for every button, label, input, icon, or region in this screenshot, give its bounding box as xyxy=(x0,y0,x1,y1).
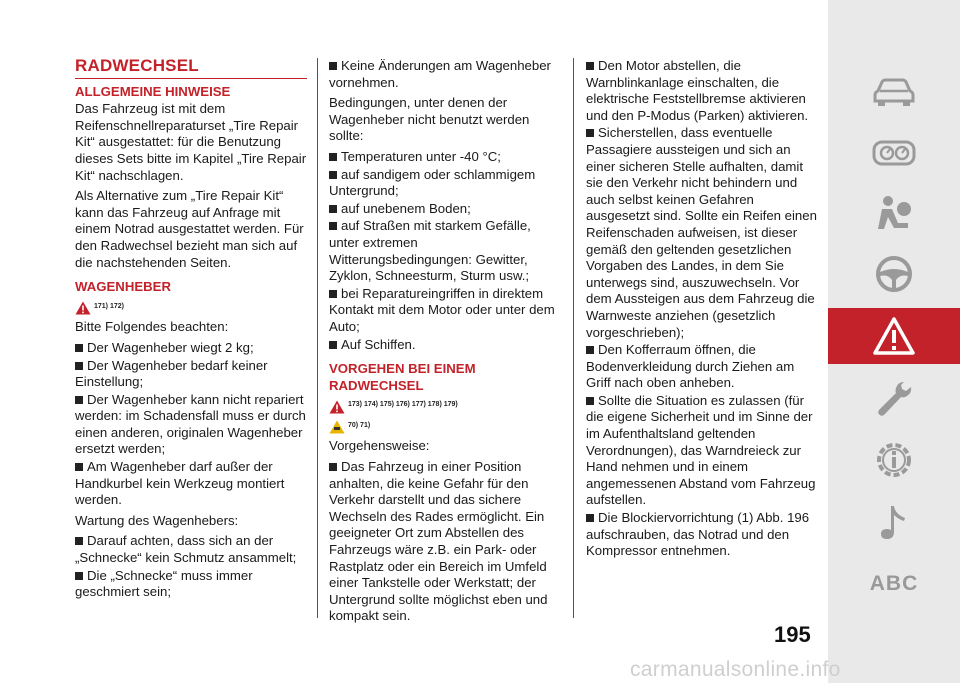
warning-triangle-icon xyxy=(872,316,916,356)
bullet-icon xyxy=(329,153,337,161)
column-divider xyxy=(317,58,318,618)
bullet-icon xyxy=(329,62,337,70)
sidebar-item-driving[interactable] xyxy=(828,246,960,302)
list-item: Temperaturen unter -40 °C; xyxy=(329,149,561,166)
section-heading-wheel-change: VORGEHEN BEI EINEM RADWECHSEL xyxy=(329,361,476,393)
bullet-icon xyxy=(75,572,83,580)
wrench-icon xyxy=(874,378,914,418)
bullet-icon xyxy=(329,205,337,213)
bullet-icon xyxy=(329,222,337,230)
bullet-icon xyxy=(329,341,337,349)
sidebar-item-emergency[interactable] xyxy=(828,308,960,364)
chapter-sidebar xyxy=(828,0,960,683)
note-triangle-icon xyxy=(329,420,345,434)
paragraph: Bitte Folgendes beachten: xyxy=(75,319,229,335)
sidebar-item-dashboard[interactable] xyxy=(828,125,960,181)
bullet-icon xyxy=(329,463,337,471)
dashboard-icon xyxy=(872,139,916,167)
abc-index-label: ABC xyxy=(869,572,919,595)
bullet-icon xyxy=(75,537,83,545)
sidebar-item-technical-data[interactable] xyxy=(828,432,960,488)
list-item: Das Fahrzeug in einer Position anhalten, die keine Gefahr für den Verkehr darstellt und das sichere Wechseln des Rades ermöglicht. Ein geeigneter Ort zum Abstellen des Fahrzeugs wäre z.B. ein Park- oder Rastplatz oder ein Bereich im Umfeld einer Tankstelle oder Werkstatt; der Untergrund sollte möglichst eben und kompakt sein. xyxy=(329,459,548,624)
sidebar-item-multimedia[interactable] xyxy=(828,494,960,550)
sidebar-item-index[interactable] xyxy=(828,556,960,612)
bullet-icon xyxy=(75,463,83,471)
column-divider xyxy=(573,58,574,618)
paragraph: Als Alternative zum „Tire Repair Kit“ kann das Fahrzeug auf Anfrage mit einem Notrad ausgestattet werden. Für den Radwechsel bezieht man sich auf die nachstehenden Seiten. xyxy=(75,188,304,270)
list-item: Den Motor abstellen, die Warnblinkanlage einschalten, die elektrische Feststellbremse aktivieren und den P-Modus (Parken) aktivieren. xyxy=(586,58,809,123)
info-gear-icon xyxy=(873,439,915,481)
warning-triangle-icon xyxy=(329,400,345,414)
bullet-icon xyxy=(586,514,594,522)
airbag-icon xyxy=(874,193,914,233)
list-item: Keine Änderungen am Wagenheber vornehmen. xyxy=(329,58,551,90)
list-item: Darauf achten, dass sich an der „Schnecke“ kein Schmutz ansammelt; xyxy=(75,533,297,566)
list-item: Sicherstellen, dass eventuelle Passagiere aussteigen und sich an einer sicheren Stelle aufhalten, damit sie den Verkehr nicht behindern und auch selbst keinen Gefahren ausgesetzt sind. Sollte ein Reifen einen Reifenschaden aufweisen, ist dieser gemäß den geltenden gesetzlichen Vorgaben des Landes, in dem Sie unterwegs sind, auszuwechseln. Vor dem Aussteigen aus dem Fahrzeug die Warnweste anziehen (gesetzlich vorgeschrieben); xyxy=(586,125,817,340)
bullet-icon xyxy=(75,362,83,370)
list-item: Den Kofferraum öffnen, die Bodenverkleidung durch Ziehen am Griff nach oben anheben. xyxy=(586,342,795,391)
paragraph: Bedingungen, unter denen der Wagenheber nicht benutzt werden sollte: xyxy=(329,95,530,144)
list-item: auf Straßen mit starkem Gefälle, unter extremen Witterungsbedingungen: Gewitter, Zyklon, Schneesturm, Sturm usw.; xyxy=(329,218,531,284)
footer-watermark: carmanualsonline.info xyxy=(630,658,841,681)
bullet-icon xyxy=(75,396,83,404)
paragraph: Vorgehensweise: xyxy=(329,438,430,454)
warning-triangle-icon xyxy=(75,301,91,315)
list-item: auf unebenem Boden; xyxy=(329,201,561,218)
warning-refs: 171) 172) xyxy=(94,302,124,310)
music-note-icon xyxy=(877,502,911,542)
note-refs: 70) 71) xyxy=(348,421,371,429)
list-item: Die Blockiervorrichtung (1) Abb. 196 aufschrauben, das Notrad und den Kompressor entnehmen. xyxy=(586,510,810,559)
car-icon xyxy=(872,77,916,107)
list-item: auf sandigem oder schlammigem Untergrund; xyxy=(329,166,536,199)
list-item: Der Wagenheber kann nicht repariert werden: im Schadensfall muss er durch einen anderen, originalen Wagenheber ersetzt werden; xyxy=(75,391,306,457)
bullet-icon xyxy=(586,346,594,354)
sidebar-item-car[interactable] xyxy=(828,64,960,120)
list-item: Der Wagenheber wiegt 2 kg; xyxy=(75,340,307,357)
column-1 xyxy=(75,58,307,602)
section-heading-general: ALLGEMEINE HINWEISE xyxy=(75,83,231,99)
list-item: bei Reparatureingriffen in direktem Kontakt mit dem Motor oder unter dem Auto; xyxy=(329,285,555,334)
page-number: 195 xyxy=(774,622,811,647)
column-3 xyxy=(586,58,818,561)
bullet-icon xyxy=(75,344,83,352)
sidebar-item-safety[interactable] xyxy=(828,185,960,241)
sidebar-item-maintenance[interactable] xyxy=(828,370,960,426)
list-item: Die „Schnecke“ muss immer geschmiert sein; xyxy=(75,567,253,600)
warning-refs: 173) 174) 175) 176) 177) 178) 179) xyxy=(348,401,458,409)
section-heading-jack: WAGENHEBER xyxy=(75,279,171,295)
list-item: Der Wagenheber bedarf keiner Einstellung; xyxy=(75,357,268,390)
column-2 xyxy=(329,58,561,626)
paragraph: Wartung des Wagenhebers: xyxy=(75,512,239,528)
warning-reference xyxy=(75,299,307,316)
bullet-icon xyxy=(329,171,337,179)
warning-reference xyxy=(329,397,561,414)
paragraph: Das Fahrzeug ist mit dem Reifenschnellreparaturset „Tire Repair Kit“ ausgestattet: für die Benutzung dieses Sets bitte im Kapitel „Tire Repair Kit“ nachschlagen. xyxy=(75,101,307,183)
list-item: Auf Schiffen. xyxy=(329,337,561,354)
bullet-icon xyxy=(586,62,594,70)
note-reference xyxy=(329,418,561,435)
steering-wheel-icon xyxy=(874,254,914,294)
list-item: Am Wagenheber darf außer der Handkurbel kein Werkzeug montiert werden. xyxy=(75,459,285,508)
list-item: Sollte die Situation es zulassen (für die eigene Sicherheit und im Sinne der im Aufenthaltsland geltenden Verordnungen), das Warndreieck zur Hand nehmen und in einem angemessenen Abstand vom Fahrzeug aufstellen. xyxy=(586,392,816,508)
chapter-title: RADWECHSEL xyxy=(75,58,307,79)
bullet-icon xyxy=(329,290,337,298)
bullet-icon xyxy=(586,397,594,405)
bullet-icon xyxy=(586,129,594,137)
